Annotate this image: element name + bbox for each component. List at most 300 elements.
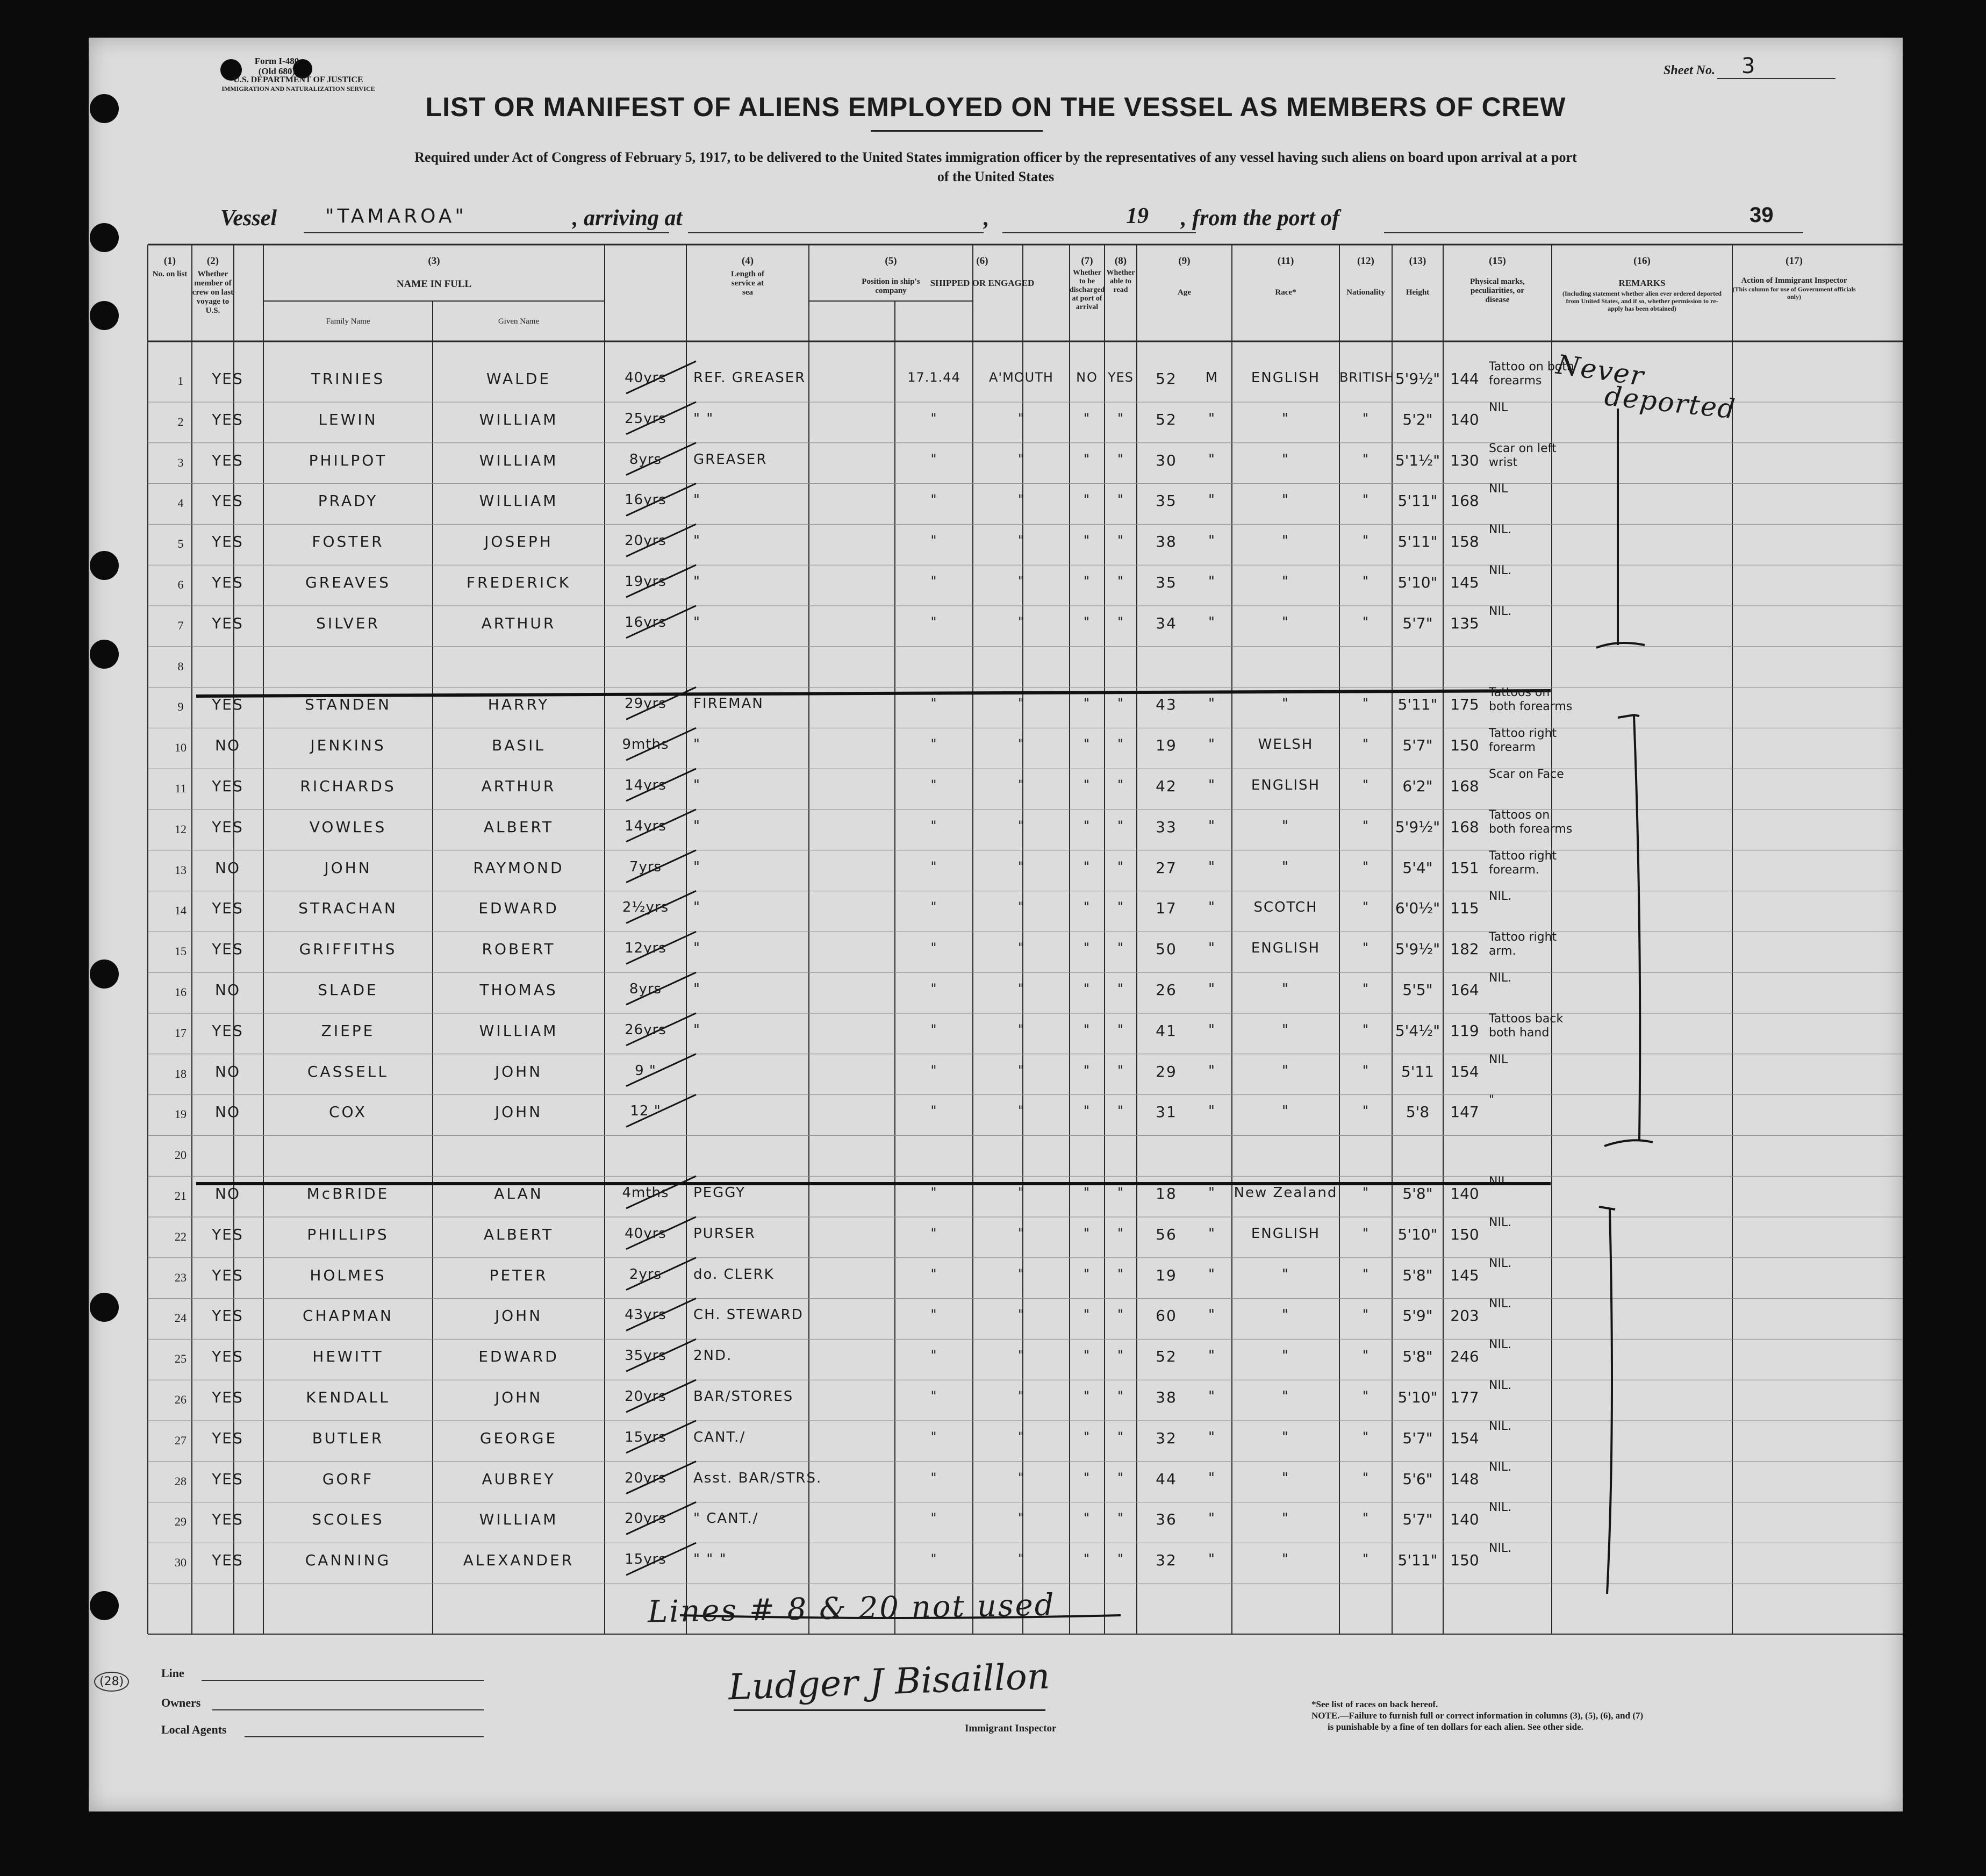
nationality-cell: " [1362, 858, 1370, 874]
physical-marks-cell: NIL. [1489, 890, 1512, 904]
sex-cell: M [1205, 370, 1219, 386]
sex-cell: " [1208, 614, 1216, 631]
discharged-cell: " [1083, 1551, 1091, 1567]
discharged-cell: " [1083, 1266, 1091, 1281]
age-cell: 50 [1156, 940, 1177, 958]
given-name-cell: ALBERT [483, 1225, 554, 1243]
race-cell: " [1282, 1551, 1289, 1568]
age-cell: 35 [1156, 492, 1177, 510]
given-name-cell: WALDE [486, 370, 551, 388]
row-number: 1 [177, 374, 184, 388]
race-cell: " [1282, 1062, 1289, 1079]
able-to-read-cell: " [1117, 492, 1124, 507]
shipped-when-cell: " [930, 1021, 937, 1037]
row-number: 5 [177, 537, 184, 551]
service-length-cell: 20yrs [625, 1510, 666, 1527]
service-length-cell: 12yrs [625, 940, 666, 957]
able-to-read-cell: " [1117, 981, 1124, 996]
sex-cell: " [1208, 574, 1216, 590]
race-cell: New Zealand [1234, 1185, 1338, 1201]
race-cell: " [1282, 1388, 1289, 1405]
line-rule [202, 1680, 484, 1681]
physical-marks-cell: Scar on Face [1489, 768, 1564, 781]
weight-cell: 140 [1450, 1185, 1479, 1202]
shipped-when-cell: " [930, 614, 937, 629]
row-number: 23 [175, 1270, 187, 1284]
sheet-number-value: 3 [1741, 54, 1758, 78]
sex-cell: " [1208, 1185, 1216, 1201]
age-cell: 56 [1156, 1225, 1177, 1243]
service-length-cell: 4mths [622, 1185, 669, 1201]
service-length-cell: 2yrs [629, 1266, 662, 1283]
shipped-where-cell: " [1017, 533, 1025, 548]
position-cell: " " [693, 410, 714, 427]
able-to-read-cell: " [1117, 818, 1124, 833]
position-cell: " [693, 574, 701, 590]
age-cell: 38 [1156, 533, 1177, 551]
weight-cell: 168 [1450, 818, 1479, 836]
row-number: 16 [175, 985, 187, 999]
height-cell: 5'4½" [1395, 1021, 1440, 1040]
shipped-when-cell: 17.1.44 [907, 370, 960, 385]
family-name-cell: RICHARDS [300, 777, 396, 795]
age-cell: 52 [1156, 410, 1177, 428]
sex-cell: " [1208, 1510, 1216, 1527]
physical-marks-cell: NIL. [1489, 1542, 1512, 1556]
race-cell: ENGLISH [1251, 1225, 1321, 1242]
sheet-number-rule [1717, 78, 1836, 79]
position-cell: " [693, 981, 701, 997]
weight-cell: 203 [1450, 1307, 1479, 1325]
weight-cell: 150 [1450, 1225, 1479, 1243]
physical-marks-cell: Tattoos back both hand [1489, 1012, 1564, 1040]
physical-marks-cell: NIL. [1489, 564, 1512, 577]
able-to-read-cell: " [1117, 1021, 1124, 1037]
local-agents-label: Local Agents [161, 1723, 227, 1736]
arrival-date-rule [1002, 232, 1196, 233]
service-length-cell: 15yrs [625, 1429, 666, 1445]
physical-marks-cell: NIL. [1489, 1460, 1512, 1474]
sex-cell: " [1208, 1266, 1216, 1283]
position-cell: FIREMAN [693, 696, 764, 712]
physical-marks-cell: NIL [1489, 1052, 1508, 1066]
shipped-where-cell: " [1017, 1266, 1025, 1281]
row-number: 29 [175, 1515, 187, 1529]
position-cell: CANT./ [693, 1429, 746, 1445]
sex-cell: " [1208, 736, 1216, 753]
punch-hole [90, 301, 119, 330]
able-to-read-cell: " [1117, 533, 1124, 548]
race-cell: " [1282, 1307, 1289, 1323]
position-cell: " [693, 614, 701, 631]
able-to-read-cell: " [1117, 614, 1124, 629]
weight-cell: 140 [1450, 410, 1479, 428]
arriving-label: , arriving at [572, 206, 683, 231]
family-name-cell: STANDEN [305, 696, 391, 714]
last-voyage-cell: NO [215, 981, 240, 999]
service-length-cell: 9mths [622, 736, 669, 753]
shipped-where-cell: " [1017, 1348, 1025, 1363]
height-cell: 5'7" [1402, 736, 1433, 755]
sex-cell: " [1208, 1470, 1216, 1486]
able-to-read-cell: " [1117, 1551, 1124, 1567]
col5-header: (5) Position in ship's company [862, 255, 920, 295]
shipped-when-cell: " [930, 858, 937, 874]
position-cell: " [693, 818, 701, 834]
race-cell: " [1282, 696, 1289, 712]
sex-cell: " [1208, 696, 1216, 712]
shipped-when-cell: " [930, 1348, 937, 1363]
weight-cell: 151 [1450, 858, 1479, 877]
given-name-cell: AUBREY [482, 1470, 556, 1488]
nationality-cell: " [1362, 736, 1370, 752]
last-voyage-cell: YES [212, 410, 243, 428]
physical-marks-cell: NIL. [1489, 1419, 1512, 1433]
position-cell: 2ND. [693, 1348, 733, 1364]
remarks-never: Never [1554, 348, 1647, 392]
last-voyage-cell: YES [212, 533, 243, 551]
race-cell: ENGLISH [1251, 777, 1321, 793]
age-cell: 52 [1156, 370, 1177, 388]
given-name-cell: FREDERICK [466, 574, 571, 591]
race-cell: " [1282, 1266, 1289, 1283]
service-length-cell: 7yrs [629, 858, 662, 875]
service-length-cell: 12 " [630, 1103, 661, 1120]
sex-cell: " [1208, 1388, 1216, 1405]
physical-marks-cell: NIL. [1489, 1501, 1512, 1515]
family-name-cell: TRINIES [311, 370, 385, 388]
row-number: 12 [175, 822, 187, 836]
nationality-cell: " [1362, 1551, 1370, 1567]
col3b-header: Given Name [498, 317, 540, 326]
shipped-when-cell: " [930, 1470, 937, 1485]
family-name-cell: CASSELL [307, 1062, 389, 1080]
punch-hole [90, 223, 119, 252]
physical-marks-cell: NIL [1489, 482, 1508, 496]
service-length-cell: 35yrs [625, 1348, 666, 1364]
sex-cell: " [1208, 1348, 1216, 1364]
discharged-cell: " [1083, 1062, 1091, 1078]
shipped-where-cell: " [1017, 1429, 1025, 1444]
last-voyage-cell: YES [212, 1470, 243, 1488]
shipped-when-cell: " [930, 1510, 937, 1526]
physical-marks-cell: Tattoos on both forearms [1489, 808, 1573, 836]
height-cell: 5'8" [1402, 1348, 1433, 1366]
physical-marks-cell: NIL [1489, 400, 1508, 414]
row-number: 2 [177, 414, 184, 428]
shipped-where-cell: " [1017, 1225, 1025, 1241]
nationality-cell: " [1362, 777, 1370, 792]
discharged-cell: " [1083, 981, 1091, 996]
discharged-cell: " [1083, 410, 1091, 426]
physical-marks-cell: NIL. [1489, 971, 1512, 985]
vessel-label: Vessel [220, 206, 277, 231]
last-voyage-cell: YES [212, 574, 243, 591]
given-name-cell: ALEXANDER [463, 1551, 575, 1570]
given-name-cell: ARTHUR [481, 614, 556, 632]
race-cell: " [1282, 492, 1289, 509]
physical-marks-cell: NIL. [1489, 1379, 1512, 1392]
nationality-cell: " [1362, 1307, 1370, 1322]
family-name-cell: PHILLIPS [307, 1225, 389, 1243]
height-cell: 5'8" [1402, 1185, 1433, 1202]
arriving-port-rule [688, 232, 984, 233]
shipped-where-cell: " [1017, 410, 1025, 426]
last-voyage-cell: YES [212, 1388, 243, 1406]
shipped-when-cell: " [930, 736, 937, 752]
age-cell: 42 [1156, 777, 1177, 795]
given-name-cell: THOMAS [479, 981, 558, 999]
row-number: 28 [175, 1474, 187, 1488]
discharged-cell: " [1083, 899, 1091, 915]
able-to-read-cell: " [1117, 1348, 1124, 1363]
discharged-cell: " [1083, 1470, 1091, 1485]
age-cell: 35 [1156, 574, 1177, 591]
race-cell: " [1282, 574, 1289, 590]
row-number: 19 [175, 1107, 187, 1121]
family-name-cell: LEWIN [318, 410, 378, 428]
last-voyage-cell: NO [215, 1062, 240, 1080]
weight-cell: 164 [1450, 981, 1479, 999]
row-number: 25 [175, 1352, 187, 1366]
sex-cell: " [1208, 1103, 1216, 1120]
weight-cell: 140 [1450, 1510, 1479, 1529]
service-length-cell: 40yrs [625, 1225, 666, 1242]
weight-cell: 168 [1450, 492, 1479, 510]
shipped-where-cell: " [1017, 1021, 1025, 1037]
sex-cell: " [1208, 981, 1216, 997]
row-number: 17 [175, 1026, 187, 1040]
height-cell: 5'10" [1397, 1225, 1438, 1243]
shipped-when-cell: " [930, 981, 937, 996]
height-cell: 5'9½" [1395, 818, 1440, 836]
shipped-when-cell: " [930, 940, 937, 956]
age-cell: 38 [1156, 1388, 1177, 1406]
service-length-cell: 25yrs [625, 410, 666, 427]
physical-marks-cell: NIL. [1489, 1175, 1512, 1188]
nationality-cell: " [1362, 492, 1370, 507]
last-voyage-cell: YES [212, 1429, 243, 1447]
able-to-read-cell: " [1117, 574, 1124, 589]
col17-header: (17) Action of Immigrant Inspector (This column for use of Government officials only) [1732, 255, 1856, 300]
service-length-cell: 20yrs [625, 533, 666, 549]
able-to-read-cell: " [1117, 736, 1124, 752]
position-cell: " [693, 777, 701, 793]
last-voyage-cell: YES [212, 614, 243, 632]
col16-header: (16) REMARKS (Including statement whether alien ever ordered deported from United States, and if so, whether permission to re-apply has been obtained) [1562, 255, 1722, 312]
race-cell: " [1282, 818, 1289, 834]
able-to-read-cell: YES [1107, 370, 1134, 385]
sex-cell: " [1208, 1021, 1216, 1038]
discharged-cell: NO [1076, 370, 1098, 385]
shipped-when-cell: " [930, 574, 937, 589]
discharged-cell: " [1083, 1225, 1091, 1241]
nationality-cell: " [1362, 1266, 1370, 1281]
given-name-cell: PETER [489, 1266, 548, 1284]
last-voyage-cell: YES [212, 1266, 243, 1284]
weight-cell: 177 [1450, 1388, 1479, 1406]
shipped-where-cell: " [1017, 1551, 1025, 1567]
col12-header: (12) Nationality [1346, 255, 1385, 297]
row-number: 15 [175, 944, 187, 958]
last-voyage-cell: NO [215, 858, 240, 877]
shipped-where-cell: " [1017, 981, 1025, 996]
nationality-cell: " [1362, 1388, 1370, 1404]
requirement-text: Required under Act of Congress of February 5, 1917, to be delivered to the United States immigration officer by the representatives of any vessel having such aliens on board upon arrival at a port of the United States [414, 149, 1577, 184]
nationality-cell: " [1362, 981, 1370, 996]
page-mark: (28) [94, 1672, 129, 1692]
shipped-where-cell: " [1017, 574, 1025, 589]
col4-header: (4) Length of service at sea [730, 255, 765, 297]
family-name-cell: JOHN [324, 858, 372, 877]
nationality-cell: " [1362, 410, 1370, 426]
sex-cell: " [1208, 1062, 1216, 1079]
position-cell: CH. STEWARD [693, 1307, 804, 1323]
service-length-cell: 15yrs [625, 1551, 666, 1568]
family-name-cell: PRADY [318, 492, 378, 510]
discharged-cell: " [1083, 777, 1091, 792]
page-title: LIST OR MANIFEST OF ALIENS EMPLOYED ON THE VESSEL AS MEMBERS OF CREW [425, 92, 1566, 122]
family-name-cell: GORF [322, 1470, 374, 1488]
family-name-cell: ZIEPE [321, 1021, 375, 1040]
shipped-where-cell: " [1017, 1470, 1025, 1485]
physical-marks-cell: NIL. [1489, 523, 1512, 537]
age-cell: 36 [1156, 1510, 1177, 1529]
sex-cell: " [1208, 858, 1216, 875]
col11-header: (11) Race* [1275, 255, 1296, 297]
row-number: 24 [175, 1311, 187, 1325]
shipped-where-cell: " [1017, 858, 1025, 874]
race-cell: " [1282, 1348, 1289, 1364]
service-length-cell: 40yrs [625, 370, 666, 386]
able-to-read-cell: " [1117, 1388, 1124, 1404]
discharged-cell: " [1083, 1348, 1091, 1363]
service-length-cell: 14yrs [625, 777, 666, 793]
race-cell: WELSH [1258, 736, 1314, 753]
age-cell: 17 [1156, 899, 1177, 918]
given-name-cell: GEORGE [479, 1429, 558, 1447]
family-name-cell: VOWLES [309, 818, 387, 836]
last-voyage-cell: NO [215, 736, 240, 755]
shipped-where-cell: " [1017, 940, 1025, 956]
lines-not-used-note: Lines # 8 & 20 not used [647, 1587, 1056, 1630]
given-name-cell: RAYMOND [473, 858, 564, 877]
race-cell: ENGLISH [1251, 370, 1321, 386]
given-name-cell: WILLIAM [479, 492, 558, 510]
row-number: 11 [175, 782, 187, 795]
age-cell: 27 [1156, 858, 1177, 877]
service-length-cell: 29yrs [625, 696, 666, 712]
nationality-cell: " [1362, 899, 1370, 915]
row-number: 20 [175, 1148, 187, 1162]
height-cell: 5'9" [1402, 1307, 1433, 1325]
able-to-read-cell: " [1117, 1307, 1124, 1322]
race-cell: SCOTCH [1253, 899, 1318, 916]
shipped-when-cell: " [930, 899, 937, 915]
nationality-cell: " [1362, 533, 1370, 548]
shipped-when-cell: " [930, 492, 937, 507]
shipped-when-cell: " [930, 1266, 937, 1281]
able-to-read-cell: " [1117, 1225, 1124, 1241]
last-voyage-cell: YES [212, 1551, 243, 1570]
given-name-cell: WILLIAM [479, 410, 558, 428]
row-number: 22 [175, 1229, 187, 1243]
height-cell: 5'7" [1402, 1429, 1433, 1447]
discharged-cell: " [1083, 614, 1091, 629]
family-name-cell: KENDALL [306, 1388, 390, 1406]
col9-header: (9) Age [1178, 255, 1191, 297]
position-cell: Asst. BAR/STRS. [693, 1470, 822, 1486]
shipped-where-cell: " [1017, 1185, 1025, 1200]
line-label: Line [161, 1666, 184, 1680]
race-cell: " [1282, 410, 1289, 427]
discharged-cell: " [1083, 1429, 1091, 1444]
weight-cell: 148 [1450, 1470, 1479, 1488]
age-cell: 31 [1156, 1103, 1177, 1121]
shipped-when-cell: " [930, 1388, 937, 1404]
year-prefix: 19 [1126, 204, 1149, 228]
col3-header: (3) NAME IN FULL [396, 255, 472, 290]
physical-marks-cell: Scar on left wrist [1489, 441, 1557, 469]
weight-cell: 168 [1450, 777, 1479, 795]
physical-marks-cell: Tattoo right arm. [1489, 930, 1557, 958]
row-number: 27 [175, 1433, 187, 1447]
given-name-cell: ARTHUR [481, 777, 556, 795]
able-to-read-cell: " [1117, 1470, 1124, 1485]
discharged-cell: " [1083, 696, 1091, 711]
age-cell: 33 [1156, 818, 1177, 836]
shipped-where-cell: " [1017, 1103, 1025, 1119]
weight-cell: 246 [1450, 1348, 1479, 1366]
service-length-cell: 8yrs [629, 981, 662, 997]
sex-cell: " [1208, 1429, 1216, 1445]
sex-cell: " [1208, 1225, 1216, 1242]
position-cell: REF. GREASER [693, 370, 806, 386]
shipped-where-cell: " [1017, 818, 1025, 833]
punch-hole [90, 1591, 119, 1620]
able-to-read-cell: " [1117, 858, 1124, 874]
punch-hole [90, 1293, 119, 1322]
row-number: 4 [177, 496, 184, 510]
given-name-cell: JOHN [494, 1388, 543, 1406]
height-cell: 5'6" [1402, 1470, 1433, 1488]
able-to-read-cell: " [1117, 940, 1124, 956]
race-cell: " [1282, 981, 1289, 997]
height-cell: 5'5" [1402, 981, 1433, 999]
position-cell: " [693, 736, 701, 753]
given-name-cell: HARRY [487, 696, 550, 714]
last-voyage-cell: YES [212, 777, 243, 795]
physical-marks-cell: NIL. [1489, 1256, 1512, 1270]
age-cell: 32 [1156, 1551, 1177, 1570]
row-number: 9 [177, 700, 184, 714]
discharged-cell: " [1083, 1185, 1091, 1200]
last-voyage-cell: YES [212, 1021, 243, 1040]
sex-cell: " [1208, 410, 1216, 427]
race-cell: ENGLISH [1251, 940, 1321, 957]
service-length-cell: 16yrs [625, 614, 666, 631]
age-cell: 41 [1156, 1021, 1177, 1040]
family-name-cell: CHAPMAN [303, 1307, 393, 1325]
row-number: 18 [175, 1066, 187, 1080]
row-number: 30 [175, 1556, 187, 1570]
last-voyage-cell: YES [212, 899, 243, 918]
race-cell: " [1282, 1103, 1289, 1120]
service-length-cell: 26yrs [625, 1021, 666, 1038]
row-number: 3 [177, 455, 184, 469]
discharged-cell: " [1083, 818, 1091, 833]
family-name-cell: BUTLER [312, 1429, 384, 1447]
